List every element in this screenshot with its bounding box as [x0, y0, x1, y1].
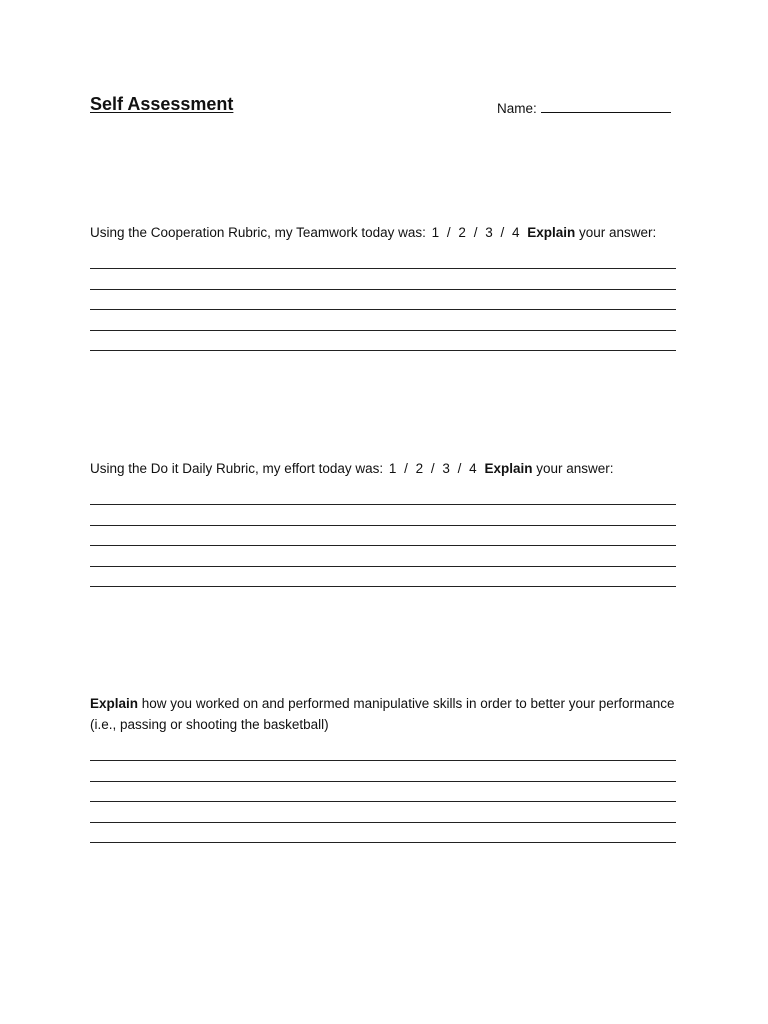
question-2-prompt — [90, 458, 614, 479]
answer-line[interactable] — [90, 545, 676, 546]
answer-line[interactable] — [90, 504, 676, 505]
question-2-explain: Explain — [484, 461, 533, 476]
question-1-text-after: your answer: — [579, 225, 657, 240]
page-title: Self Assessment — [90, 94, 234, 114]
question-1-text: Using the Cooperation Rubric, my Teamwork today was: — [90, 225, 426, 240]
answer-line[interactable] — [90, 525, 676, 526]
question-2-text: Using the Do it Daily Rubric, my effort today was: — [90, 461, 384, 476]
answer-line[interactable] — [90, 822, 676, 823]
question-1-scale: 1 / 2 / 3 / 4 — [431, 225, 520, 240]
name-field — [497, 98, 671, 116]
answer-line[interactable] — [90, 842, 676, 843]
question-2-text-after: your answer: — [536, 461, 614, 476]
answer-line[interactable] — [90, 760, 676, 761]
answer-line[interactable] — [90, 268, 676, 269]
question-1-explain: Explain — [527, 225, 576, 240]
answer-line[interactable] — [90, 309, 676, 310]
question-3-text: how you worked on and performed manipulative skills in order to better your performance (i.e., passing or shooting the basketball) — [90, 696, 675, 732]
question-3-answer-lines[interactable] — [90, 760, 676, 863]
name-label: Name: — [497, 101, 537, 116]
question-2-answer-lines[interactable] — [90, 504, 676, 607]
question-1-prompt — [90, 222, 656, 243]
question-3-prompt — [90, 693, 680, 735]
name-blank-line[interactable] — [541, 98, 671, 113]
answer-line[interactable] — [90, 801, 676, 802]
answer-line[interactable] — [90, 330, 676, 331]
question-1-answer-lines[interactable] — [90, 268, 676, 371]
question-3-explain: Explain — [90, 696, 139, 711]
answer-line[interactable] — [90, 781, 676, 782]
answer-line[interactable] — [90, 586, 676, 587]
question-2-scale: 1 / 2 / 3 / 4 — [388, 461, 477, 476]
answer-line[interactable] — [90, 350, 676, 351]
answer-line[interactable] — [90, 566, 676, 567]
answer-line[interactable] — [90, 289, 676, 290]
